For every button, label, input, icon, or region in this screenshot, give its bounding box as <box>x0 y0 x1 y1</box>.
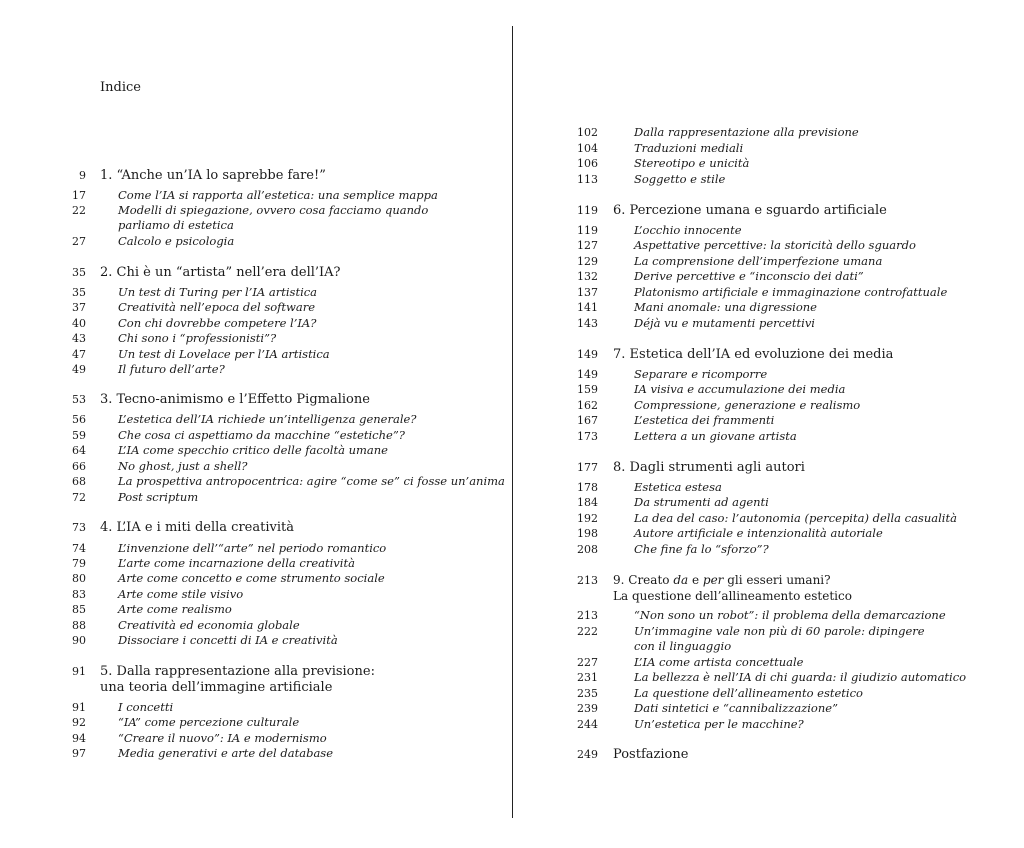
page-number: 9 <box>79 169 86 182</box>
toc-entry: Dati sintetici e “cannibalizzazione” <box>634 701 838 715</box>
toc-entry: Aspettative percettive: la storicità dello sguardo <box>634 238 916 252</box>
page-number: 249 <box>577 748 598 761</box>
chapter-title-part: 9. Creato <box>613 573 674 587</box>
page-number: 85 <box>72 603 86 616</box>
toc-entry: Il futuro dell’arte? <box>118 362 225 376</box>
chapter-title: 7. Estetica dell’IA ed evoluzione dei media <box>613 347 894 362</box>
toc-entry: Con chi dovrebbe competere l’IA? <box>118 316 317 330</box>
page-number: 22 <box>72 204 86 217</box>
toc-entry: Creatività nell’epoca del software <box>118 300 316 314</box>
toc-entry: Lettera a un giovane artista <box>634 429 797 443</box>
toc-entry: L’estetica dell’IA richiede un’intelligenza generale? <box>118 412 417 426</box>
page-number: 198 <box>577 527 598 540</box>
page-number: 129 <box>577 255 598 268</box>
page-number: 208 <box>577 543 598 556</box>
toc-entry: Derive percettive e “inconscio dei dati” <box>634 269 864 283</box>
page-number: 119 <box>577 224 598 237</box>
toc-entry: Modelli di spiegazione, ovvero cosa facciamo quando <box>118 203 429 217</box>
page-number: 178 <box>577 481 598 494</box>
toc-entry: Arte come realismo <box>118 602 232 616</box>
page-number: 72 <box>72 491 86 504</box>
toc-entry: Media generativi e arte del database <box>118 746 334 760</box>
page-number: 244 <box>577 718 598 731</box>
page-number: 159 <box>577 383 598 396</box>
chapter-title: 2. Chi è un “artista” nell’era dell’IA? <box>100 265 341 280</box>
chapter-title <box>613 573 831 588</box>
page-number: 35 <box>72 286 86 299</box>
toc-entry: Compressione, generazione e realismo <box>634 398 861 412</box>
page-number: 137 <box>577 286 598 299</box>
page-number: 173 <box>577 430 598 443</box>
page-number: 91 <box>72 665 86 678</box>
toc-entry: parliamo di estetica <box>118 218 234 232</box>
toc-entry: Che fine fa lo “sforzo”? <box>634 542 769 556</box>
page-number: 27 <box>72 235 86 248</box>
chapter-title-part: e <box>688 573 703 587</box>
toc-entry: Un test di Lovelace per l’IA artistica <box>118 347 330 361</box>
toc-entry: La comprensione dell’imperfezione umana <box>634 254 883 268</box>
page-number: 119 <box>577 204 598 217</box>
page-number: 167 <box>577 414 598 427</box>
page-number: 49 <box>72 363 86 376</box>
page-number: 92 <box>72 716 86 729</box>
toc-entry: Dissociare i concetti di IA e creatività <box>118 633 338 647</box>
page-number: 47 <box>72 348 86 361</box>
page-number: 227 <box>577 656 598 669</box>
page-number: 132 <box>577 270 598 283</box>
toc-entry: Déjà vu e mutamenti percettivi <box>634 316 815 330</box>
page-number: 79 <box>72 557 86 570</box>
chapter-title: 6. Percezione umana e sguardo artificiale <box>613 203 887 218</box>
toc-entry: Stereotipo e unicità <box>634 156 750 170</box>
page-number: 80 <box>72 572 86 585</box>
toc-entry: L’arte come incarnazione della creatività <box>118 556 355 570</box>
page-number: 177 <box>577 461 598 474</box>
toc-entry: Calcolo e psicologia <box>118 234 235 248</box>
page-number: 127 <box>577 239 598 252</box>
page-number: 113 <box>577 173 598 186</box>
toc-entry: Un test di Turing per l’IA artistica <box>118 285 318 299</box>
page-number: 66 <box>72 460 86 473</box>
toc-entry: Un’estetica per le macchine? <box>634 717 804 731</box>
toc-entry: L’estetica dei frammenti <box>634 413 775 427</box>
chapter-title-part: da <box>673 573 689 587</box>
page-number: 141 <box>577 301 598 314</box>
page-number: 40 <box>72 317 86 330</box>
toc-entry: L’IA come specchio critico delle facoltà umane <box>118 443 388 457</box>
page-number: 149 <box>577 368 598 381</box>
page-number: 184 <box>577 496 598 509</box>
toc-entry: Un’immagine vale non più di 60 parole: dipingere <box>634 624 925 638</box>
toc-entry: Arte come stile visivo <box>118 587 244 601</box>
page-number: 83 <box>72 588 86 601</box>
toc-entry: Platonismo artificiale e immaginazione controfattuale <box>634 285 948 299</box>
page-number: 102 <box>577 126 598 139</box>
toc-entry: I concetti <box>118 700 174 714</box>
toc-entry: L’invenzione dell’“arte” nel periodo romantico <box>118 541 387 555</box>
page-number: 94 <box>72 732 86 745</box>
toc-entry: “IA” come percezione culturale <box>118 715 300 729</box>
page-number: 104 <box>577 142 598 155</box>
toc-entry: Dalla rappresentazione alla previsione <box>634 125 859 139</box>
page-number: 106 <box>577 157 598 170</box>
toc-entry: Post scriptum <box>118 490 199 504</box>
page-number: 97 <box>72 747 86 760</box>
page-number: 68 <box>72 475 86 488</box>
page-number: 91 <box>72 701 86 714</box>
toc-entry: Soggetto e stile <box>634 172 726 186</box>
page-number: 213 <box>577 609 598 622</box>
page-number: 74 <box>72 542 86 555</box>
page-number: 56 <box>72 413 86 426</box>
page-number: 235 <box>577 687 598 700</box>
toc-entry: “Creare il nuovo”: IA e modernismo <box>118 731 327 745</box>
toc-entry: Che cosa ci aspettiamo da macchine “estetiche”? <box>118 428 405 442</box>
chapter-title: 8. Dagli strumenti agli autori <box>613 460 805 475</box>
toc-entry: Come l’IA si rapporta all’estetica: una semplice mappa <box>118 188 438 202</box>
toc-entry: La bellezza è nell’IA di chi guarda: il giudizio automatico <box>634 670 967 684</box>
chapter-title: 3. Tecno-animismo e l’Effetto Pigmalione <box>100 392 370 407</box>
toc-entry: “Non sono un robot”: il problema della demarcazione <box>634 608 946 622</box>
page-number: 90 <box>72 634 86 647</box>
chapter-title-part: per <box>702 573 724 587</box>
chapter-title: 5. Dalla rappresentazione alla previsione: <box>100 664 375 679</box>
chapter-title: 4. L’IA e i miti della creatività <box>100 520 294 535</box>
page-number: 17 <box>72 189 86 202</box>
page-number: 213 <box>577 574 598 587</box>
toc-entry: Da strumenti ad agenti <box>634 495 769 509</box>
page-number: 239 <box>577 702 598 715</box>
toc-entry: Traduzioni mediali <box>634 141 744 155</box>
toc-entry: La questione dell’allineamento estetico <box>634 686 863 700</box>
page-number: 59 <box>72 429 86 442</box>
page-number: 64 <box>72 444 86 457</box>
page-number: 222 <box>577 625 598 638</box>
chapter-title-part: gli esseri umani? <box>723 573 831 587</box>
toc-entry: Chi sono i “professionisti”? <box>118 331 277 345</box>
toc-entry: No ghost, just a shell? <box>118 459 248 473</box>
page-number: 149 <box>577 348 598 361</box>
toc-entry: Mani anomale: una digressione <box>634 300 817 314</box>
toc-entry: L’IA come artista concettuale <box>634 655 804 669</box>
page-number: 35 <box>72 266 86 279</box>
page-number: 162 <box>577 399 598 412</box>
toc-entry: IA visiva e accumulazione dei media <box>634 382 846 396</box>
page-number: 192 <box>577 512 598 525</box>
toc-entry: La prospettiva antropocentrica: agire “come se” ci fosse un’anima <box>118 474 505 488</box>
chapter-title: una teoria dell’immagine artificiale <box>100 680 333 695</box>
page-title: Indice <box>100 80 141 95</box>
toc-entry: Creatività ed economia globale <box>118 618 300 632</box>
toc-entry: con il linguaggio <box>634 639 732 653</box>
page-number: 231 <box>577 671 598 684</box>
toc-entry: Separare e ricomporre <box>634 367 768 381</box>
toc-entry: Arte come concetto e come strumento sociale <box>118 571 385 585</box>
toc-entry: Autore artificiale e intenzionalità autoriale <box>634 526 883 540</box>
chapter-title: La questione dell’allineamento estetico <box>613 589 852 603</box>
page-number: 37 <box>72 301 86 314</box>
page-number: 73 <box>72 521 86 534</box>
toc-entry: Estetica estesa <box>634 480 722 494</box>
toc-entry: La dea del caso: l’autonomia (percepita) della casualità <box>634 511 957 525</box>
page-number: 43 <box>72 332 86 345</box>
toc-entry: L’occhio innocente <box>634 223 742 237</box>
page-number: 143 <box>577 317 598 330</box>
page-number: 88 <box>72 619 86 632</box>
page-number: 53 <box>72 393 86 406</box>
chapter-title: Postfazione <box>613 747 689 762</box>
chapter-title: 1. “Anche un’IA lo saprebbe fare!” <box>100 168 326 183</box>
